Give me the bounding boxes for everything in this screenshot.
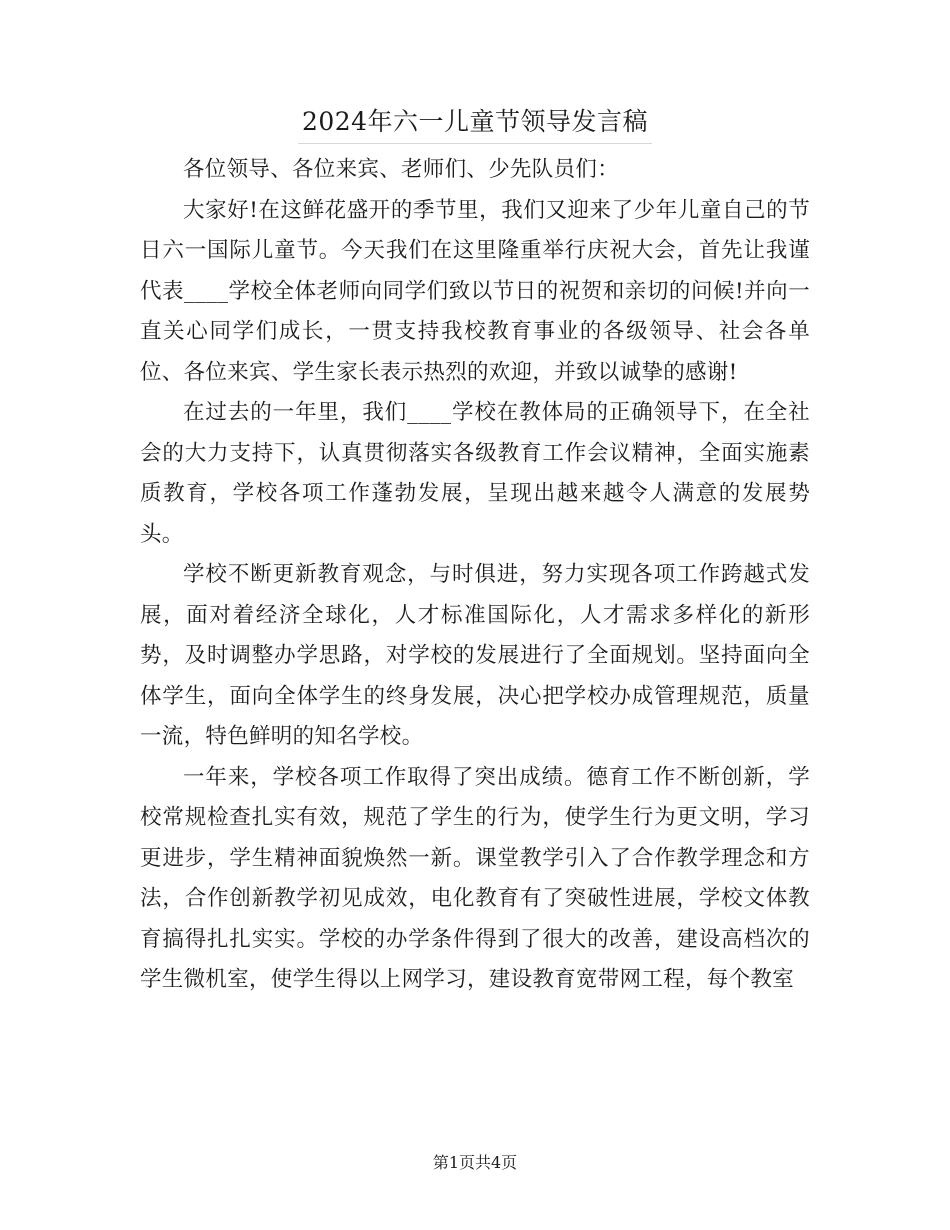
paragraph-greeting: 大家好!在这鲜花盛开的季节里，我们又迎来了少年儿童自己的节日六一国际儿童节。今天我们在这里隆重举行庆祝大会，首先让我谨代表____学校全体老师向同学们致以节日的祝贺和亲切的问候!并向一直关心同学们成长，一贯支持我校教育事业的各级领导、社会各单位、各位来宾、学生家长表示热烈的欢迎，并致以诚挚的感谢! [140,197,810,385]
paragraph-achievements: 一年来，学校各项工作取得了突出成绩。德育工作不断创新，学校常规检查扎实有效，规范了学生的行为，使学生行为更文明，学习更进步，学生精神面貌焕然一新。课堂教学引入了合作教学理念和方法，合作创新教学初见成效，电化教育有了突破性进展，学校文体教育搞得扎扎实实。学校的办学条件得到了很大的改善，建设高档次的学生微机室，使学生得以上网学习，建设教育宽带网工程，每个教室 [140,764,810,992]
page-number-footer: 第1页共4页 [432,1153,518,1172]
document-body [140,150,810,1001]
paragraph-past-year: 在过去的一年里，我们____学校在教体局的正确领导下，在全社会的大力支持下，认真贯彻落实各级教育工作会议精神，全面实施素质教育，学校各项工作蓬勃发展，呈现出越来越令人满意的发展势头。 [140,400,810,547]
paragraph-education-concept: 学校不断更新教育观念，与时俱进，努力实现各项工作跨越式发展，面对着经济全球化，人才标准国际化，人才需求多样化的新形势，及时调整办学思路，对学校的发展进行了全面规划。坚持面向全体学生，面向全体学生的终身发展，决心把学校办成管理规范，质量一流，特色鲜明的知名学校。 [140,562,810,749]
document-title: 2024年六一儿童节领导发言稿 [298,103,652,144]
paragraph-salutation: 各位领导、各位来宾、老师们、少先队员们： [183,157,620,182]
title-container [0,103,950,144]
